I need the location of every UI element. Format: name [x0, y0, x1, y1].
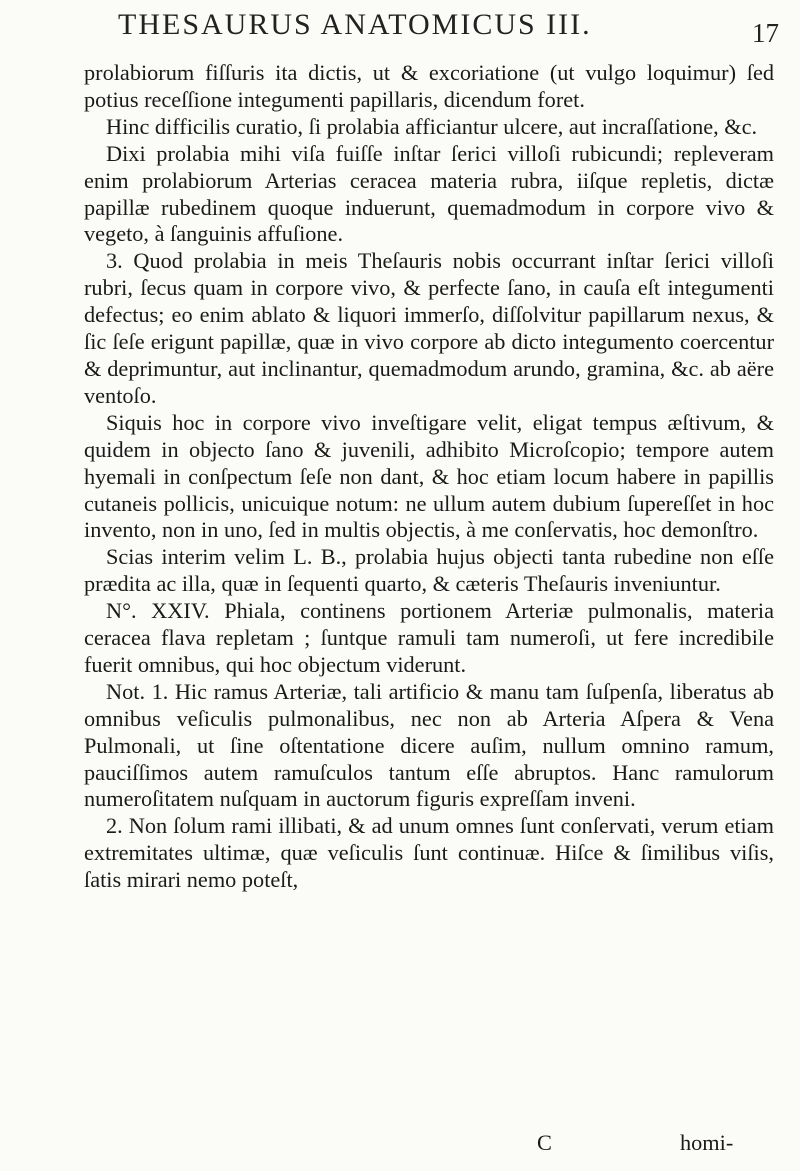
page-number: 17 — [752, 18, 779, 48]
paragraph-note-1: Not. 1. Hic ramus Arteriæ, tali artificio & manu tam ſuſpenſa, liberatus ab omnibus veſiculis pulmonalibus, nec non ab Arteria Aſpera & Vena Pulmonali, ut ſine oſtentatione dicere auſim, nullum omnino ramum, pauciſſimos autem ramuſculos tantum eſſe abruptos. Hanc ramulorum numeroſitatem nuſquam in auctorum figuris expreſſam inveni. — [84, 678, 774, 812]
paragraph-item-xxiv: N°. XXIV. Phiala, continens portionem Arteriæ pulmonalis, materia ceracea flava repletam ; ſuntque ramuli tam numeroſi, ut fere incredibile fuerit omnibus, qui hoc objectum viderunt. — [84, 598, 774, 677]
paragraph-continuation: prolabiorum fiſſuris ita dictis, ut & excoriatione (ut vulgo loquimur) ſed potius receſſione integumenti papillaris, dicendum foret. — [84, 60, 774, 112]
paragraph-curatio: Hinc difficilis curatio, ſi prolabia afficiantur ulcere, aut incraſſatione, &c. — [106, 113, 758, 139]
page-header — [0, 6, 800, 62]
paragraph-siquis: Siquis hoc in corpore vivo inveſtigare velit, eligat tempus æſtivum, & quidem in objecto ſano & juvenili, adhibito Microſcopio; tempore autem hyemali in conſpectum ſeſe non dant, & hoc etiam locum habere in papillis cutaneis pollicis, unicuique notum: ne ullum autem dubium ſupereſſet in hoc invento, non in uno, ſed in multis objectis, à me conſervatis, hoc demonſtro. — [84, 409, 774, 543]
signature-mark: C — [537, 1130, 552, 1155]
catchline — [84, 1130, 774, 1160]
catchword: homi- — [680, 1130, 734, 1155]
body-text — [84, 60, 774, 894]
running-title: THESAURUS ANATOMICUS III. — [118, 8, 592, 41]
paragraph-section-3: 3. Quod prolabia in meis Theſauris nobis occurrant inſtar ſerici villoſi rubri, ſecus quam in corpore vivo, & perfecte ſano, in cauſa eſt integumenti defectus; eo enim ablato & liquori immerſo, diſſolvitur papillarum nexus, & ſic ſeſe erigunt papillæ, quæ in vivo corpore ab dicto integumento coercentur & deprimuntur, aut inclinantur, quemadmodum arundo, gramina, &c. ab aëre ventoſo. — [84, 248, 774, 408]
paragraph-note-2: 2. Non ſolum rami illibati, & ad unum omnes ſunt conſervati, verum etiam extremitates ultimæ, quæ veſiculis ſunt continuæ. Hiſce & ſimilibus viſis, ſatis mirari nemo poteſt, — [84, 813, 774, 893]
paragraph-dixi: Dixi prolabia mihi viſa fuiſſe inſtar ſerici villoſi rubicundi; repleveram enim prolabiorum Arterias ceracea materia rubra, iiſque repletis, dictæ papillæ rubedinem quoque induerunt, quemadmodum in corpore vivo & vegeto, à ſanguinis affuſione. — [84, 140, 774, 247]
paragraph-scias: Scias interim velim L. B., prolabia hujus objecti tanta rubedine non eſſe prædita ac illa, quæ in ſequenti quarto, & cæteris Theſauris inveniuntur. — [84, 544, 774, 597]
